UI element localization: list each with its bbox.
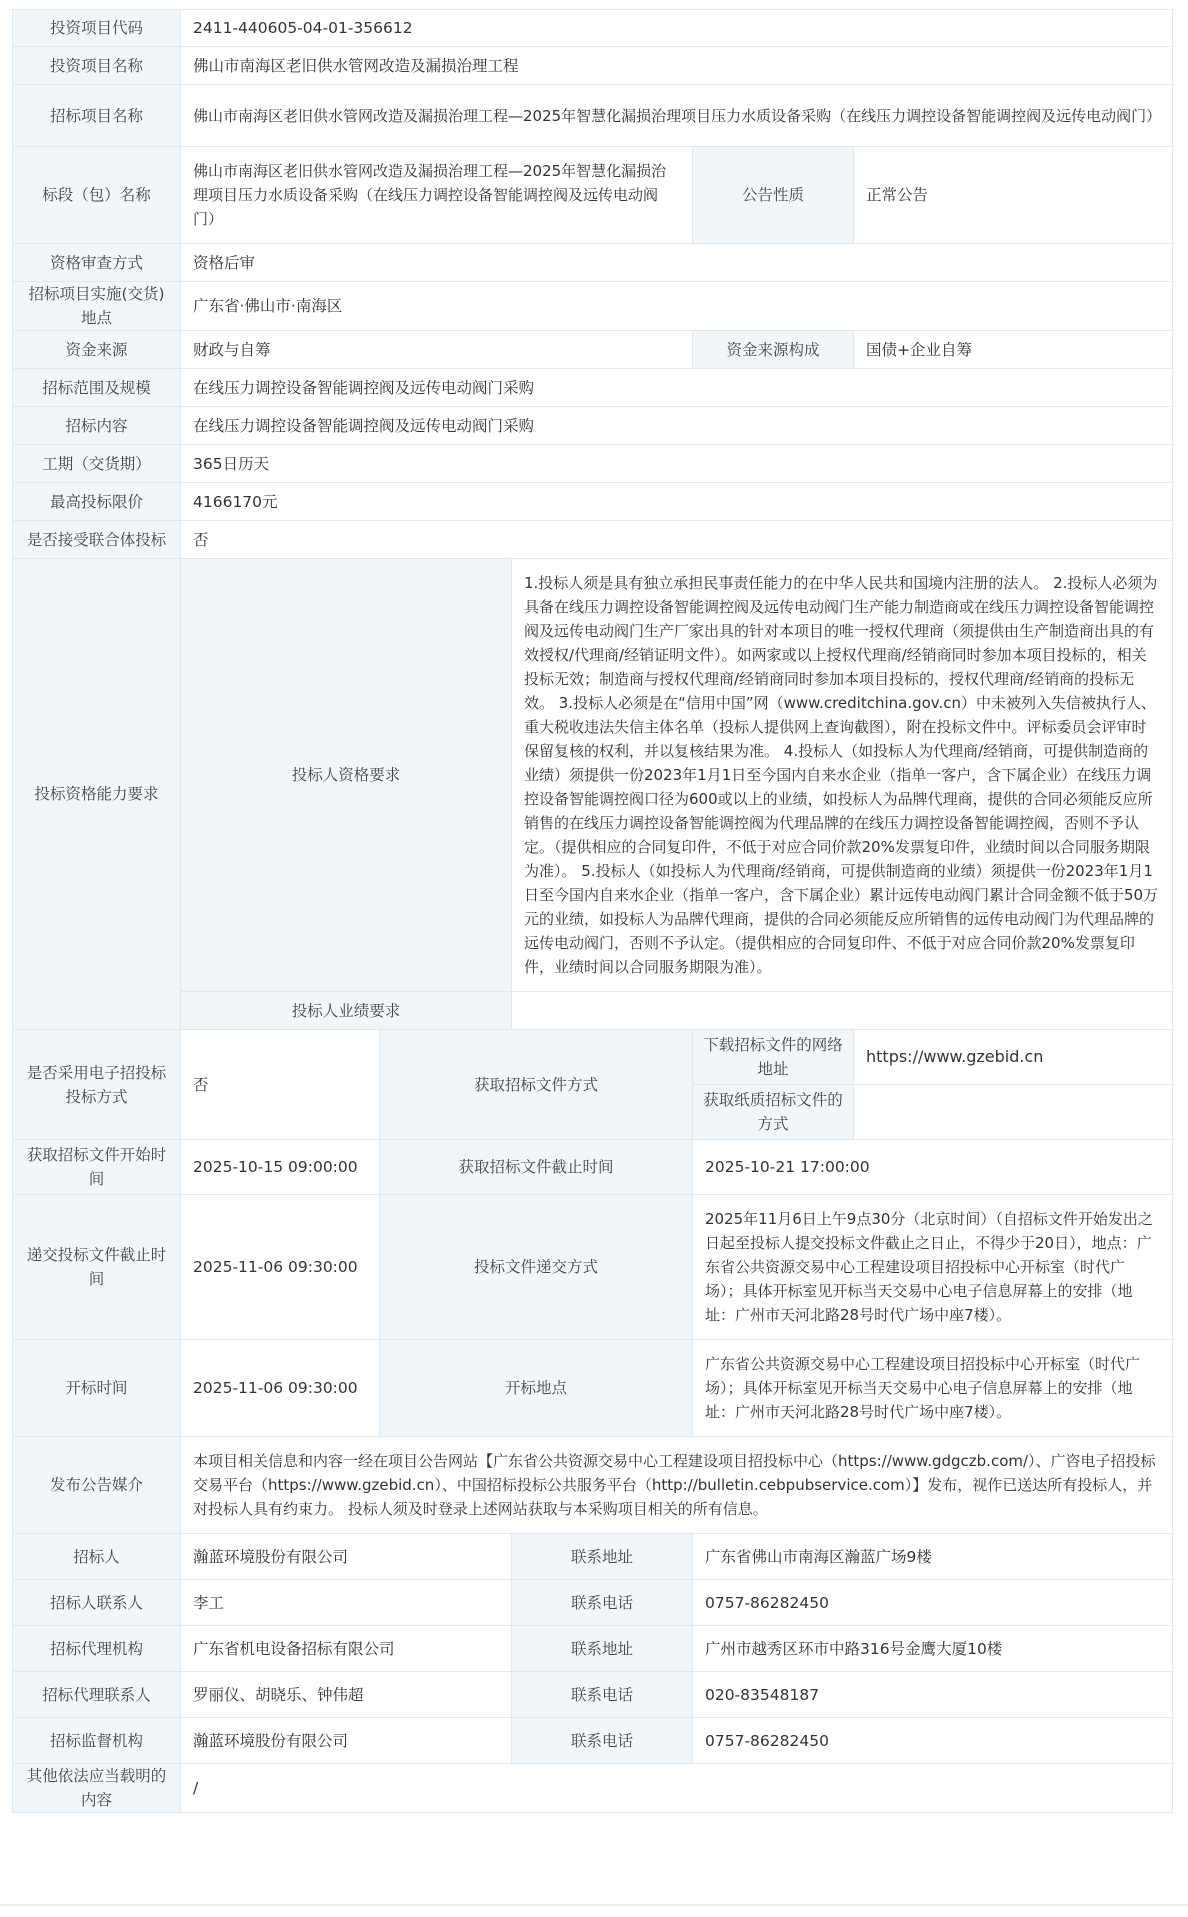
tenderer-address-value: 广东省佛山市南海区瀚蓝广场9楼 bbox=[693, 1534, 1173, 1580]
duration-value: 365日历天 bbox=[181, 445, 1173, 483]
row-doc-times bbox=[13, 1140, 1173, 1195]
performance-requirement-value bbox=[512, 992, 1173, 1030]
tender-info-table bbox=[12, 9, 1173, 1813]
agency-contact-label: 招标代理联系人 bbox=[13, 1672, 181, 1718]
row-scope bbox=[13, 369, 1173, 407]
row-content bbox=[13, 407, 1173, 445]
section-name-label: 标段（包）名称 bbox=[13, 147, 181, 244]
row-supervisor bbox=[13, 1718, 1173, 1764]
agency-contact-value: 罗丽仪、胡晓乐、钟伟超 bbox=[181, 1672, 512, 1718]
row-media bbox=[13, 1437, 1173, 1534]
paper-doc-value bbox=[854, 1085, 1173, 1140]
row-consortium bbox=[13, 521, 1173, 559]
submit-method-value: 2025年11月6日上午9点30分（北京时间）（自招标文件开始发出之日起至投标人提交投标文件截止之日止，不得少于20日），地点：广东省公共资源交易中心工程建设项目招投标中心开标室（时代广场）；具体开标室见开标当天交易中心电子信息屏幕上的安排（地址：广州市天河北路28号时代广场中座7楼）。 bbox=[693, 1195, 1173, 1340]
row-tenderer-contact bbox=[13, 1580, 1173, 1626]
max-price-label: 最高投标限价 bbox=[13, 483, 181, 521]
duration-label: 工期（交货期） bbox=[13, 445, 181, 483]
consortium-value: 否 bbox=[181, 521, 1173, 559]
row-tender-name bbox=[13, 85, 1173, 147]
qualification-review-label: 资格审查方式 bbox=[13, 244, 181, 282]
row-bidder-qualification bbox=[13, 559, 1173, 992]
tenderer-contact-value: 李工 bbox=[181, 1580, 512, 1626]
notice-nature-value: 正常公告 bbox=[854, 147, 1173, 244]
row-section-name bbox=[13, 147, 1173, 244]
paper-doc-label: 获取纸质招标文件的方式 bbox=[693, 1085, 854, 1140]
doc-end-label: 获取招标文件截止时间 bbox=[380, 1140, 693, 1195]
opening-place-label: 开标地点 bbox=[380, 1340, 693, 1437]
submit-deadline-value: 2025-11-06 09:30:00 bbox=[181, 1195, 380, 1340]
download-address-link[interactable]: https://www.gzebid.cn bbox=[854, 1030, 1173, 1085]
max-price-value: 4166170元 bbox=[181, 483, 1173, 521]
row-agency-contact bbox=[13, 1672, 1173, 1718]
row-project-code bbox=[13, 10, 1173, 47]
agency-phone-value: 020-83548187 bbox=[693, 1672, 1173, 1718]
tenderer-phone-label: 联系电话 bbox=[512, 1580, 693, 1626]
notice-nature-label: 公告性质 bbox=[693, 147, 854, 244]
project-name-label: 投资项目名称 bbox=[13, 47, 181, 85]
qualification-label: 投标资格能力要求 bbox=[13, 559, 181, 1030]
agency-phone-label: 联系电话 bbox=[512, 1672, 693, 1718]
tenderer-label: 招标人 bbox=[13, 1534, 181, 1580]
supervisor-label: 招标监督机构 bbox=[13, 1718, 181, 1764]
fund-composition-label: 资金来源构成 bbox=[693, 331, 854, 369]
electronic-bidding-value: 否 bbox=[181, 1030, 380, 1140]
agency-value: 广东省机电设备招标有限公司 bbox=[181, 1626, 512, 1672]
electronic-bidding-label: 是否采用电子招投标投标方式 bbox=[13, 1030, 181, 1140]
row-project-name bbox=[13, 47, 1173, 85]
opening-place-value: 广东省公共资源交易中心工程建设项目招投标中心开标室（时代广场）；具体开标室见开标当天交易中心电子信息屏幕上的安排（地址：广州市天河北路28号时代广场中座7楼）。 bbox=[693, 1340, 1173, 1437]
doc-start-label: 获取招标文件开始时间 bbox=[13, 1140, 181, 1195]
fund-composition-value: 国债+企业自筹 bbox=[854, 331, 1173, 369]
row-opening bbox=[13, 1340, 1173, 1437]
row-max-price bbox=[13, 483, 1173, 521]
project-code-label: 投资项目代码 bbox=[13, 10, 181, 47]
row-qualification-review bbox=[13, 244, 1173, 282]
scope-label: 招标范围及规模 bbox=[13, 369, 181, 407]
doc-method-label: 获取招标文件方式 bbox=[380, 1030, 693, 1140]
consortium-label: 是否接受联合体投标 bbox=[13, 521, 181, 559]
supervisor-phone-label: 联系电话 bbox=[512, 1718, 693, 1764]
scope-value: 在线压力调控设备智能调控阀及远传电动阀门采购 bbox=[181, 369, 1173, 407]
submit-method-label: 投标文件递交方式 bbox=[380, 1195, 693, 1340]
media-value: 本项目相关信息和内容一经在项目公告网站【广东省公共资源交易中心工程建设项目招投标中心（https://www.gdgczb.com/）、广咨电子招投标交易平台（https://www.gzebid.cn）、中国招标投标公共服务平台（http://bulletin.cebpubservice.com）】发布，视作已送达所有投标人，并对投标人具有约束力。 投标人须及时登录上述网站获取与本采购项目相关的所有信息。 bbox=[181, 1437, 1173, 1534]
row-other bbox=[13, 1764, 1173, 1813]
opening-time-value: 2025-11-06 09:30:00 bbox=[181, 1340, 380, 1437]
supervisor-phone-value: 0757-86282450 bbox=[693, 1718, 1173, 1764]
section-name-value: 佛山市南海区老旧供水管网改造及漏损治理工程—2025年智慧化漏损治理项目压力水质设备采购（在线压力调控设备智能调控阀及远传电动阀门） bbox=[181, 147, 693, 244]
content-label: 招标内容 bbox=[13, 407, 181, 445]
doc-start-value: 2025-10-15 09:00:00 bbox=[181, 1140, 380, 1195]
agency-address-value: 广州市越秀区环市中路316号金鹰大厦10楼 bbox=[693, 1626, 1173, 1672]
tenderer-value: 瀚蓝环境股份有限公司 bbox=[181, 1534, 512, 1580]
media-label: 发布公告媒介 bbox=[13, 1437, 181, 1534]
doc-end-value: 2025-10-21 17:00:00 bbox=[693, 1140, 1173, 1195]
other-value: / bbox=[181, 1764, 1173, 1813]
project-name-value: 佛山市南海区老旧供水管网改造及漏损治理工程 bbox=[181, 47, 1173, 85]
row-tenderer bbox=[13, 1534, 1173, 1580]
row-agency bbox=[13, 1626, 1173, 1672]
bottom-divider bbox=[0, 1904, 1188, 1906]
bidder-requirement-value: 1.投标人须是具有独立承担民事责任能力的在中华人民共和国境内注册的法人。 2.投标人必须为具备在线压力调控设备智能调控阀及远传电动阀门生产能力制造商或在线压力调控设备智能调控阀及远传电动阀门生产厂家出具的针对本项目的唯一授权代理商（须提供由生产制造商出具的有效授权/代理商/经销证明文件）。如两家或以上授权代理商/经销商同时参加本项目投标的，相关投标无效；制造商与授权代理商/经销商同时参加本项目投标的，授权代理商/经销商的投标无效。 3.投标人必须是在“信用中国”网（www.creditchina.gov.cn）中未被列入失信被执行人、重大税收违法失信主体名单（投标人提供网上查询截图），附在投标文件中。评标委员会评审时保留复核的权利，并以复核结果为准。 4.投标人（如投标人为代理商/经销商，可提供制造商的业绩）须提供一份2023年1月1日至今国内自来水企业（指单一客户，含下属企业）在线压力调控设备智能调控阀口径为600或以上的业绩，如投标人为品牌代理商，提供的合同必须能反应所销售的在线压力调控设备智能调控阀为代理品牌的在线压力调控设备智能调控阀，否则不予认定。（提供相应的合同复印件，不低于对应合同价款20%发票复印件，业绩时间以合同服务期限为准）。 5.投标人（如投标人为代理商/经销商，可提供制造商的业绩）须提供一份2023年1月1日至今国内自来水企业（指单一客户，含下属企业）累计远传电动阀门累计合同金额不低于50万元的业绩，如投标人为品牌代理商，提供的合同必须能反应所销售的远传电动阀门为代理品牌的远传电动阀门，否则不予认定。（提供相应的合同复印件、不低于对应合同价款20%发票复印件，业绩时间以合同服务期限为准）。 bbox=[512, 559, 1173, 992]
performance-requirement-label: 投标人业绩要求 bbox=[181, 992, 512, 1030]
row-submission bbox=[13, 1195, 1173, 1340]
other-label: 其他依法应当载明的内容 bbox=[13, 1764, 181, 1813]
opening-time-label: 开标时间 bbox=[13, 1340, 181, 1437]
tenderer-contact-label: 招标人联系人 bbox=[13, 1580, 181, 1626]
supervisor-value: 瀚蓝环境股份有限公司 bbox=[181, 1718, 512, 1764]
download-address-label: 下载招标文件的网络地址 bbox=[693, 1030, 854, 1085]
tenderer-phone-value: 0757-86282450 bbox=[693, 1580, 1173, 1626]
fund-source-value: 财政与自筹 bbox=[181, 331, 693, 369]
agency-address-label: 联系地址 bbox=[512, 1626, 693, 1672]
location-value: 广东省·佛山市·南海区 bbox=[181, 282, 1173, 331]
row-duration bbox=[13, 445, 1173, 483]
tenderer-address-label: 联系地址 bbox=[512, 1534, 693, 1580]
content-value: 在线压力调控设备智能调控阀及远传电动阀门采购 bbox=[181, 407, 1173, 445]
row-location bbox=[13, 282, 1173, 331]
row-fund-source bbox=[13, 331, 1173, 369]
bidder-requirement-label: 投标人资格要求 bbox=[181, 559, 512, 992]
tender-name-value: 佛山市南海区老旧供水管网改造及漏损治理工程—2025年智慧化漏损治理项目压力水质设备采购（在线压力调控设备智能调控阀及远传电动阀门） bbox=[181, 85, 1173, 147]
location-label: 招标项目实施(交货)地点 bbox=[13, 282, 181, 331]
row-electronic-download bbox=[13, 1030, 1173, 1085]
project-code-value: 2411-440605-04-01-356612 bbox=[181, 10, 1173, 47]
row-performance-requirement bbox=[13, 992, 1173, 1030]
tender-info-panel bbox=[12, 9, 1172, 1813]
submit-deadline-label: 递交投标文件截止时间 bbox=[13, 1195, 181, 1340]
agency-label: 招标代理机构 bbox=[13, 1626, 181, 1672]
tender-name-label: 招标项目名称 bbox=[13, 85, 181, 147]
fund-source-label: 资金来源 bbox=[13, 331, 181, 369]
qualification-review-value: 资格后审 bbox=[181, 244, 1173, 282]
